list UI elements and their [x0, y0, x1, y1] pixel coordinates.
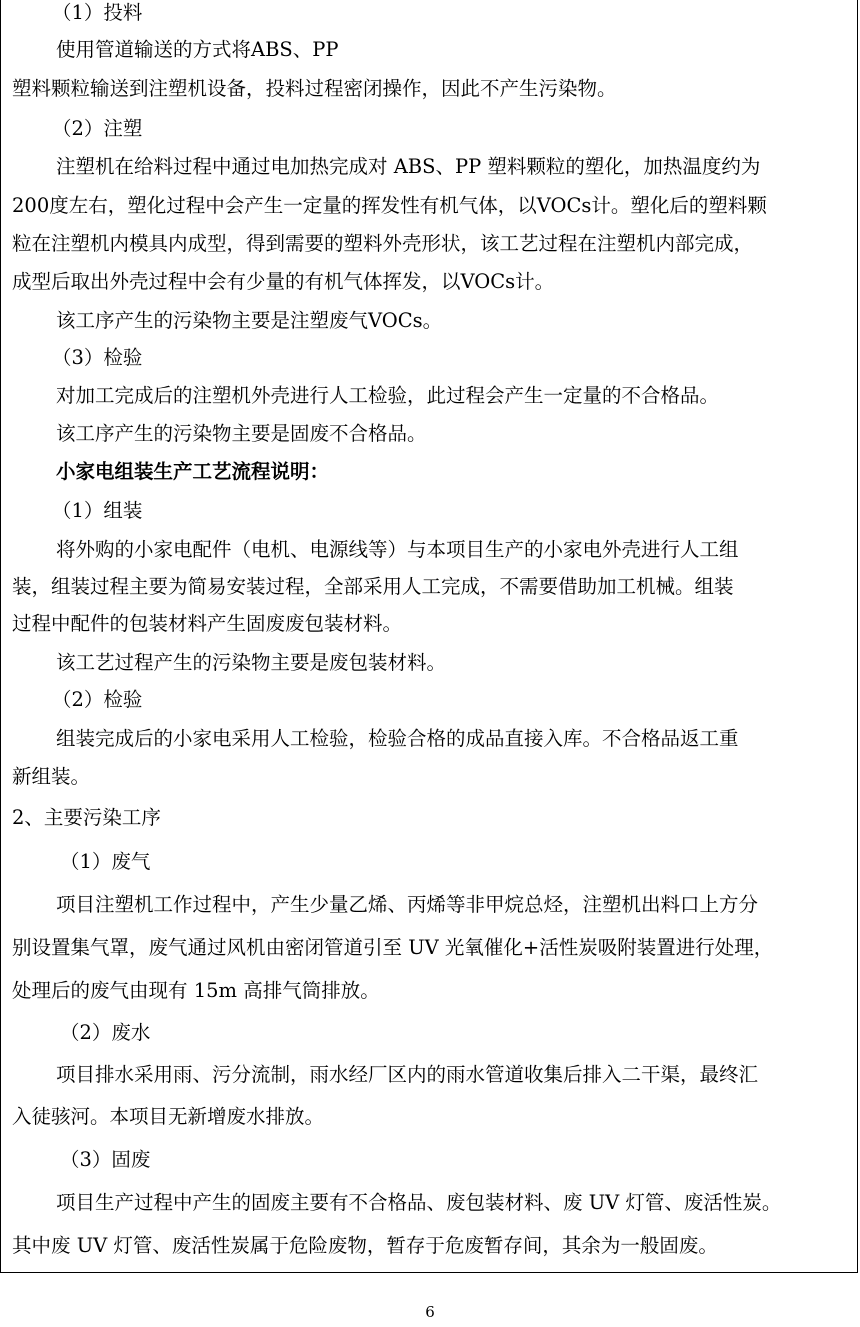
paragraph-line: 装，组装过程主要为简易安装过程，全部采用人工完成，不需要借助加工机械。组装 [12, 575, 734, 598]
paragraph-line: 项目排水采用雨、污分流制，雨水经厂区内的雨水管道收集后排入二干渠，最终汇 [56, 1063, 759, 1086]
subheading-waste-water: （2）废水 [60, 1021, 151, 1044]
paragraph-line: 过程中配件的包装材料产生固废废包装材料。 [12, 612, 403, 635]
subheading-waste-gas: （1）废气 [60, 850, 151, 873]
subheading-inspection-2: （2）检验 [52, 688, 143, 711]
paragraph-line: 200度左右，塑化过程中会产生一定量的挥发性有机气体，以VOCs计。塑化后的塑料颗 [12, 194, 767, 217]
paragraph-line: 该工艺过程产生的污染物主要是废包装材料。 [56, 651, 447, 674]
paragraph-line: 注塑机在给料过程中通过电加热完成对 ABS、PP 塑料颗粒的塑化，加热温度约为 [56, 155, 761, 178]
paragraph-line: 项目生产过程中产生的固废主要有不合格品、废包装材料、废 UV 灯管、废活性炭。 [56, 1191, 782, 1214]
paragraph-line: 成型后取出外壳过程中会有少量的有机气体挥发，以VOCs计。 [12, 270, 555, 293]
paragraph-line: 处理后的废气由现有 15m 高排气筒排放。 [12, 979, 380, 1002]
paragraph-line: 该工序产生的污染物主要是固废不合格品。 [56, 422, 427, 445]
paragraph-line: 项目注塑机工作过程中，产生少量乙烯、丙烯等非甲烷总烃，注塑机出料口上方分 [56, 893, 759, 916]
paragraph-line: 粒在注塑机内模具内成型，得到需要的塑料外壳形状，该工艺过程在注塑机内部完成， [12, 232, 754, 255]
page-number: 6 [425, 1303, 435, 1321]
paragraph-line: 将外购的小家电配件（电机、电源线等）与本项目生产的小家电外壳进行人工组 [56, 538, 739, 561]
paragraph-line: 其中废 UV 灯管、废活性炭属于危险废物，暂存于危废暂存间，其余为一般固废。 [12, 1234, 718, 1257]
paragraph-line: 对加工完成后的注塑机外壳进行人工检验，此过程会产生一定量的不合格品。 [56, 384, 720, 407]
subheading-inspection: （3）检验 [52, 346, 143, 369]
paragraph-line: 使用管道输送的方式将ABS、PP [56, 38, 339, 61]
paragraph-line: 塑料颗粒输送到注塑机设备，投料过程密闭操作，因此不产生污染物。 [12, 77, 617, 100]
subheading-assembly: （1）组装 [52, 499, 143, 522]
subheading-injection: （2）注塑 [52, 117, 143, 140]
paragraph-line: 组装完成后的小家电采用人工检验，检验合格的成品直接入库。不合格品返工重 [56, 727, 739, 750]
subheading-solid-waste: （3）固废 [60, 1148, 151, 1171]
paragraph-line: 入徒骇河。本项目无新增废水排放。 [12, 1105, 325, 1128]
section-heading-assembly: 小家电组装生产工艺流程说明： [56, 460, 330, 483]
paragraph-line: 新组装。 [12, 765, 91, 788]
paragraph-line: 该工序产生的污染物主要是注塑废气VOCs。 [56, 309, 443, 332]
paragraph-line: 别设置集气罩，废气通过风机由密闭管道引至 UV 光氧催化+活性炭吸附装置进行处理， [12, 936, 774, 959]
section-heading-pollution: 2、主要污染工序 [12, 806, 161, 829]
subheading-feeding: （1）投料 [52, 1, 143, 24]
